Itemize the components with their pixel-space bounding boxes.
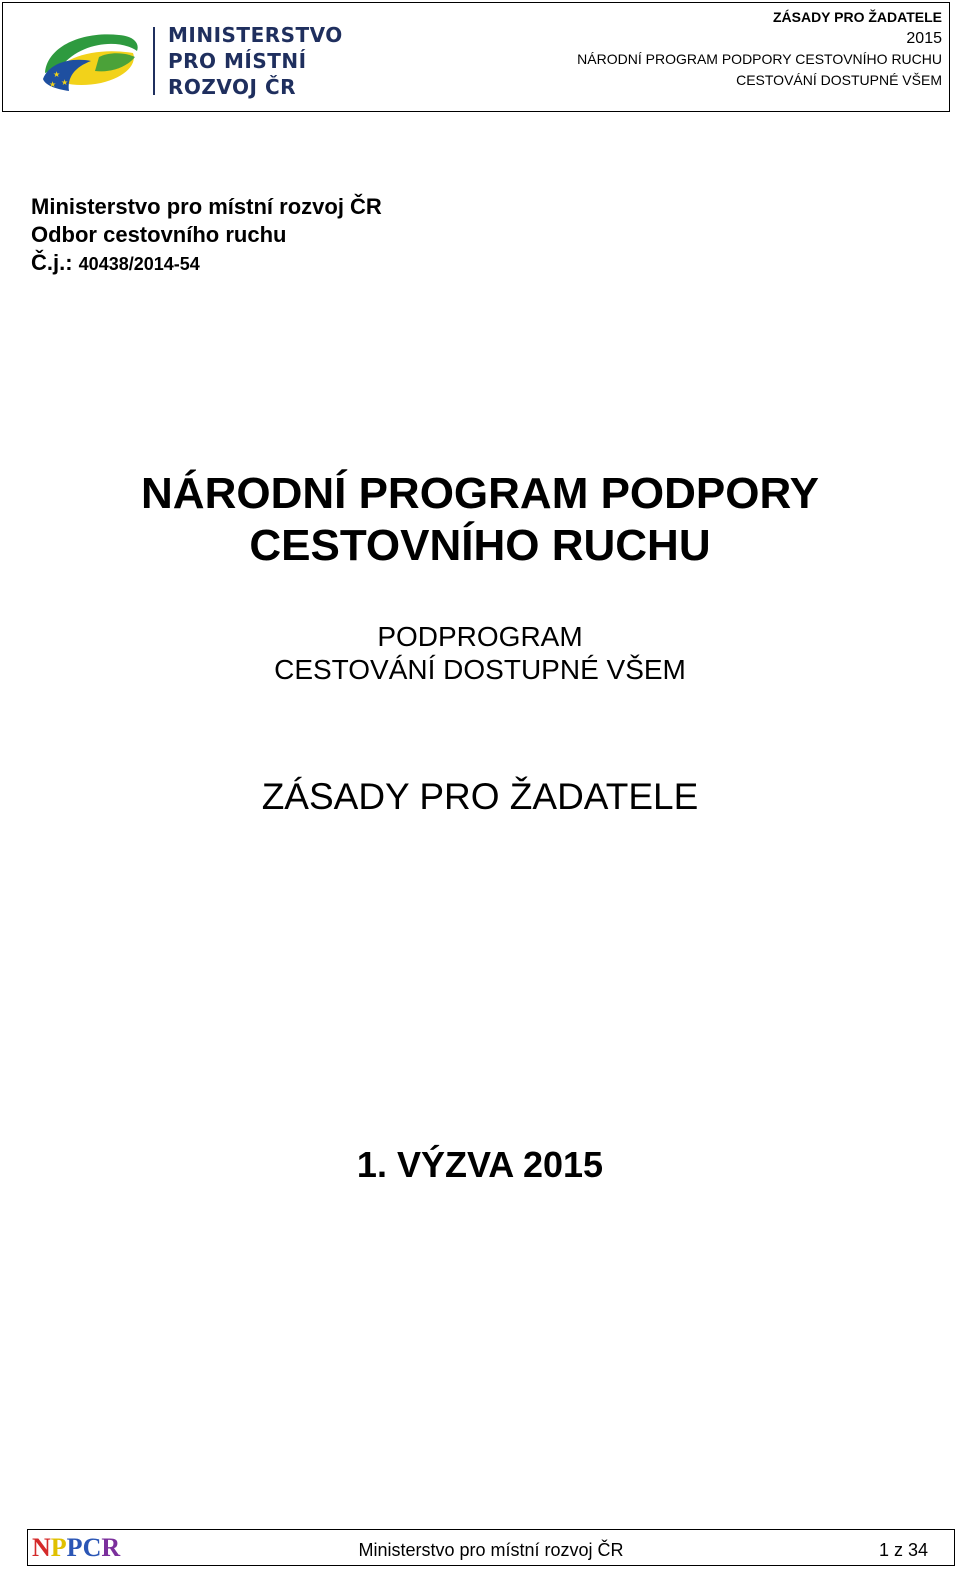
page-number: 1 z 34 [878,1540,928,1560]
logo-divider [153,27,155,95]
ministry-name: Ministerstvo pro místní rozvoj ČR [31,194,382,219]
main-title [0,468,960,572]
header-document-info [577,7,942,91]
reference-label: Č.j.: [31,250,79,275]
header-program: NÁRODNÍ PROGRAM PODPORY CESTOVNÍHO RUCHU [577,51,942,67]
footer-logo-n: N [32,1533,51,1562]
reference-line [31,249,382,278]
svg-text:★: ★ [49,80,57,89]
main-title-line-1: NÁRODNÍ PROGRAM PODPORY [141,469,819,518]
svg-text:★: ★ [61,78,69,87]
footer-ministry: Ministerstvo pro místní rozvoj ČR [358,1540,624,1560]
header-year: 2015 [906,30,942,47]
subprogram-block [0,620,960,686]
subprogram-label: PODPROGRAM [377,621,583,652]
header-subprogram: CESTOVÁNÍ DOSTUPNÉ VŠEM [736,72,942,88]
logo-line-3: ROZVOJ ČR [168,75,297,99]
svg-text:★: ★ [53,70,61,79]
logo-line-1: MINISTERSTVO [168,23,343,47]
footer-logo-p1: P [50,1533,67,1562]
subprogram-name: CESTOVÁNÍ DOSTUPNÉ VŠEM [274,654,686,685]
document-type: ZÁSADY PRO ŽADATELE [261,776,699,817]
ministry-logo-icon [41,27,141,93]
ministry-logo-text [168,22,343,100]
ministry-department: Odbor cestovního ruchu [31,222,287,247]
page-footer [27,1529,955,1566]
ministry-info [31,193,382,278]
call-title: 1. VÝZVA 2015 [356,1144,604,1185]
reference-number: 40438/2014-54 [78,254,200,274]
footer-logo-r: R [101,1533,121,1562]
main-title-line-2: CESTOVNÍHO RUCHU [249,521,711,570]
footer-logo-c: C [82,1533,102,1562]
page-header [2,2,950,112]
logo-line-2: PRO MÍSTNÍ [168,49,307,73]
footer-logo-p2: P [66,1533,83,1562]
header-doc-type: ZÁSADY PRO ŽADATELE [772,9,942,25]
